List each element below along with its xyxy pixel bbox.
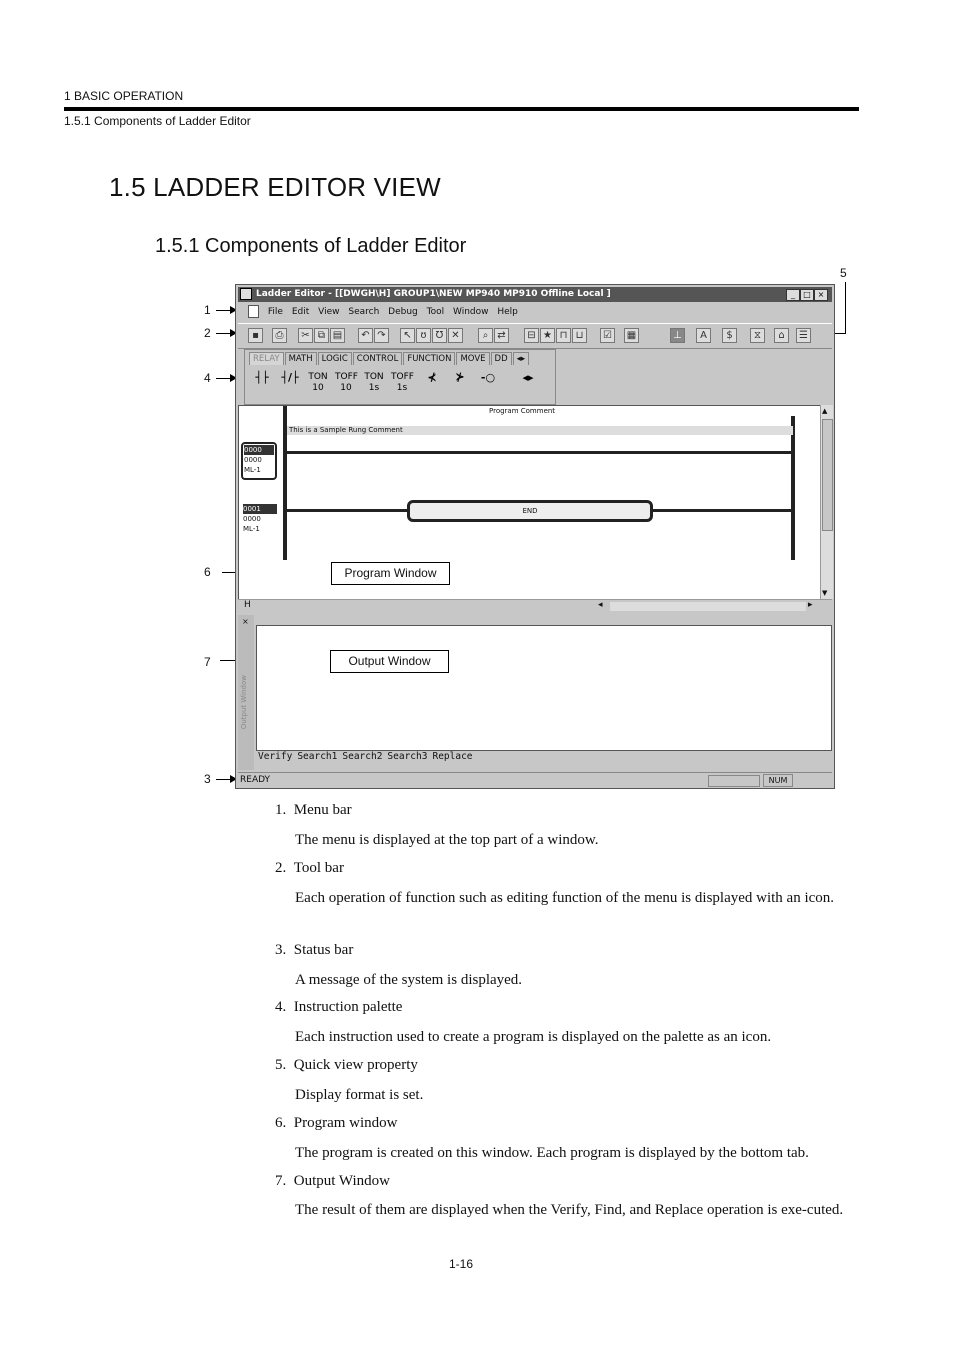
rung-wire-0000 [287, 451, 791, 454]
palette-tab-move[interactable]: MOVE [456, 352, 489, 365]
palette-tab-relay[interactable]: RELAY [249, 352, 284, 365]
cut-icon[interactable]: ✂ [298, 328, 313, 343]
list-item-desc: The program is created on this window. Each program is displayed by the bottom tab. [295, 1145, 809, 1161]
output-window-callout: Output Window [330, 650, 449, 673]
callout-7: 7 [204, 655, 211, 669]
palette-tab-math[interactable]: MATH [285, 352, 317, 365]
branch-icon[interactable]: ⊓ [556, 328, 571, 343]
horizontal-scroll-track[interactable] [610, 602, 806, 611]
menu-tool[interactable]: Tool [426, 307, 445, 317]
print-icon[interactable]: ⎙ [272, 328, 287, 343]
quick-view-contact-icon[interactable]: ⊥ [670, 328, 685, 343]
list-item-title: 1. Menu bar [275, 802, 352, 818]
status-bar [238, 772, 832, 788]
rung-comment: This is a Sample Rung Comment [287, 426, 793, 435]
list-item-title: 6. Program window [275, 1115, 398, 1131]
quick-view-address-icon[interactable]: A [696, 328, 711, 343]
list-item-desc: Each operation of function such as editing function of the menu is displayed with an icon. [295, 890, 835, 906]
program-window-callout: Program Window [331, 562, 450, 585]
toff-10ms-icon[interactable]: TOFF 10 [335, 372, 358, 393]
palette-tabs [249, 352, 530, 365]
menu-debug[interactable]: Debug [388, 307, 418, 317]
scroll-up-icon[interactable]: ▲ [822, 407, 828, 415]
ton-1s-icon[interactable]: TON 1s [364, 372, 384, 393]
tool-bar [238, 323, 832, 349]
list-item-title: 5. Quick view property [275, 1057, 418, 1073]
list-item-desc: The result of them are displayed when the Verify, Find, and Replace operation is exe-cuted. [295, 1202, 844, 1218]
status-pane [708, 775, 760, 787]
output-tab-search2[interactable]: Search2 [342, 751, 383, 762]
scroll-left-icon[interactable]: ◂ [598, 600, 603, 610]
palette-tab-scroll-icon[interactable]: ◂▸ [513, 352, 530, 365]
callout-arrow-5-vertical [845, 282, 846, 334]
page-number: 1-16 [449, 1257, 474, 1271]
output-tabs [258, 751, 478, 762]
scroll-down-icon[interactable]: ▼ [822, 589, 828, 597]
output-tab-replace[interactable]: Replace [432, 751, 473, 762]
end-instruction[interactable]: END [407, 500, 653, 522]
ladder-editor-screenshot [235, 284, 835, 789]
rising-edge-icon[interactable]: ⊀ [427, 371, 437, 384]
replace-icon[interactable]: ⇄ [494, 328, 509, 343]
callout-6: 6 [204, 565, 211, 579]
palette-tab-control[interactable]: CONTROL [353, 352, 403, 365]
output-window[interactable] [256, 625, 832, 751]
sheet-tab[interactable]: H [244, 600, 251, 610]
output-window-dock-bar[interactable] [238, 615, 254, 770]
toff-1s-icon[interactable]: TOFF 1s [391, 372, 414, 393]
list-item-title: 7. Output Window [275, 1173, 390, 1189]
window-titlebar [238, 287, 832, 302]
running-header-section: 1.5.1 Components of Ladder Editor [64, 114, 251, 128]
properties-icon[interactable]: ▦ [624, 328, 639, 343]
bookmark-icon[interactable]: ★ [540, 328, 555, 343]
palette-tab-function[interactable]: FUNCTION [403, 352, 455, 365]
program-horizontal-scrollbar[interactable] [238, 599, 832, 614]
ton-10ms-icon[interactable]: TON 10 [308, 372, 328, 393]
output-tab-verify[interactable]: Verify [258, 751, 293, 762]
branch-close-icon[interactable]: ⊔ [572, 328, 587, 343]
close-button[interactable]: × [814, 289, 828, 301]
program-comment-label: Program Comment [489, 407, 556, 415]
program-window[interactable] [238, 405, 822, 601]
coil-icon[interactable]: -○ [480, 371, 496, 384]
callout-4: 4 [204, 371, 211, 385]
quick-view-list-icon[interactable]: ☰ [796, 328, 811, 343]
quick-view-symbol-icon[interactable]: $ [722, 328, 737, 343]
header-rule [64, 107, 859, 111]
menu-edit[interactable]: Edit [291, 307, 310, 317]
minimize-button[interactable]: _ [786, 289, 800, 301]
list-item-desc: Display format is set. [295, 1087, 424, 1103]
list-item-title: 4. Instruction palette [275, 999, 403, 1015]
redo-icon[interactable]: ↷ [374, 328, 389, 343]
no-contact-icon[interactable]: ┤├ [255, 371, 269, 384]
program-vertical-scrollbar[interactable] [820, 405, 833, 599]
nc-contact-icon[interactable]: ┤/├ [281, 371, 299, 384]
subsection-title: 1.5.1 Components of Ladder Editor [155, 235, 467, 257]
paste-icon[interactable]: ▤ [330, 328, 345, 343]
callout-3: 3 [204, 772, 211, 786]
list-item-title: 2. Tool bar [275, 860, 344, 876]
output-side-label: Output Window [240, 675, 248, 730]
system-menu-icon[interactable] [240, 288, 252, 300]
menu-file[interactable]: File [267, 307, 283, 317]
menu-bar [238, 304, 832, 321]
contact-tool-icon[interactable]: ʊ [416, 328, 431, 343]
window-title: Ladder Editor - [[DWGH\H] GROUP1\NEW MP940 MP910 Offline Local ] [256, 289, 611, 299]
list-item-desc: The menu is displayed at the top part of a window. [295, 832, 599, 848]
contact-nc-tool-icon[interactable]: Ʊ [432, 328, 447, 343]
scroll-right-icon[interactable]: ▸ [808, 600, 813, 610]
dock-close-icon[interactable]: × [242, 617, 249, 626]
scroll-thumb[interactable] [822, 419, 833, 531]
list-item-title: 3. Status bar [275, 942, 354, 958]
callout-5: 5 [840, 266, 847, 280]
status-text: READY [240, 775, 271, 785]
find-icon[interactable]: ⌕ [478, 328, 493, 343]
menu-view[interactable]: View [318, 307, 340, 317]
menu-window[interactable]: Window [453, 307, 489, 317]
menu-search[interactable]: Search [348, 307, 380, 317]
status-num: NUM [763, 774, 793, 787]
callout-1: 1 [204, 303, 211, 317]
falling-edge-icon[interactable]: ⊁ [455, 371, 465, 384]
menu-help[interactable]: Help [497, 307, 518, 317]
output-tab-search3[interactable]: Search3 [387, 751, 428, 762]
compile-icon[interactable]: ☑ [600, 328, 615, 343]
palette-tab-dd[interactable]: DD [491, 352, 512, 365]
right-power-rail [791, 416, 795, 560]
running-header-chapter: 1 BASIC OPERATION [64, 89, 184, 103]
copy-icon[interactable]: ⧉ [314, 328, 329, 343]
select-pointer-icon[interactable]: ↖ [400, 328, 415, 343]
output-tab-search1[interactable]: Search1 [297, 751, 338, 762]
list-item-desc: A message of the system is displayed. [295, 972, 523, 988]
insert-rung-icon[interactable]: ⊟ [524, 328, 539, 343]
undo-icon[interactable]: ↶ [358, 328, 373, 343]
rung-number-0001[interactable]: 0001 0000 ML-1 [243, 504, 277, 534]
palette-tab-logic[interactable]: LOGIC [318, 352, 352, 365]
maximize-button[interactable]: □ [800, 289, 814, 301]
quick-view-comment-icon[interactable]: ⧖ [750, 328, 765, 343]
list-item-desc: Each instruction used to create a program is displayed on the palette as an icon. [295, 1029, 772, 1045]
section-title: 1.5 LADDER EDITOR VIEW [109, 172, 441, 202]
document-icon [248, 305, 259, 318]
save-icon[interactable]: ▪ [248, 328, 263, 343]
callout-2: 2 [204, 326, 211, 340]
palette-scroll-icon[interactable]: ◂▸ [522, 371, 534, 384]
instruction-palette [244, 349, 556, 405]
rung-number-0000[interactable]: 0000 0000 ML-1 [241, 442, 277, 480]
quick-view-mode-icon[interactable]: ⌂ [774, 328, 789, 343]
delete-icon[interactable]: ✕ [448, 328, 463, 343]
